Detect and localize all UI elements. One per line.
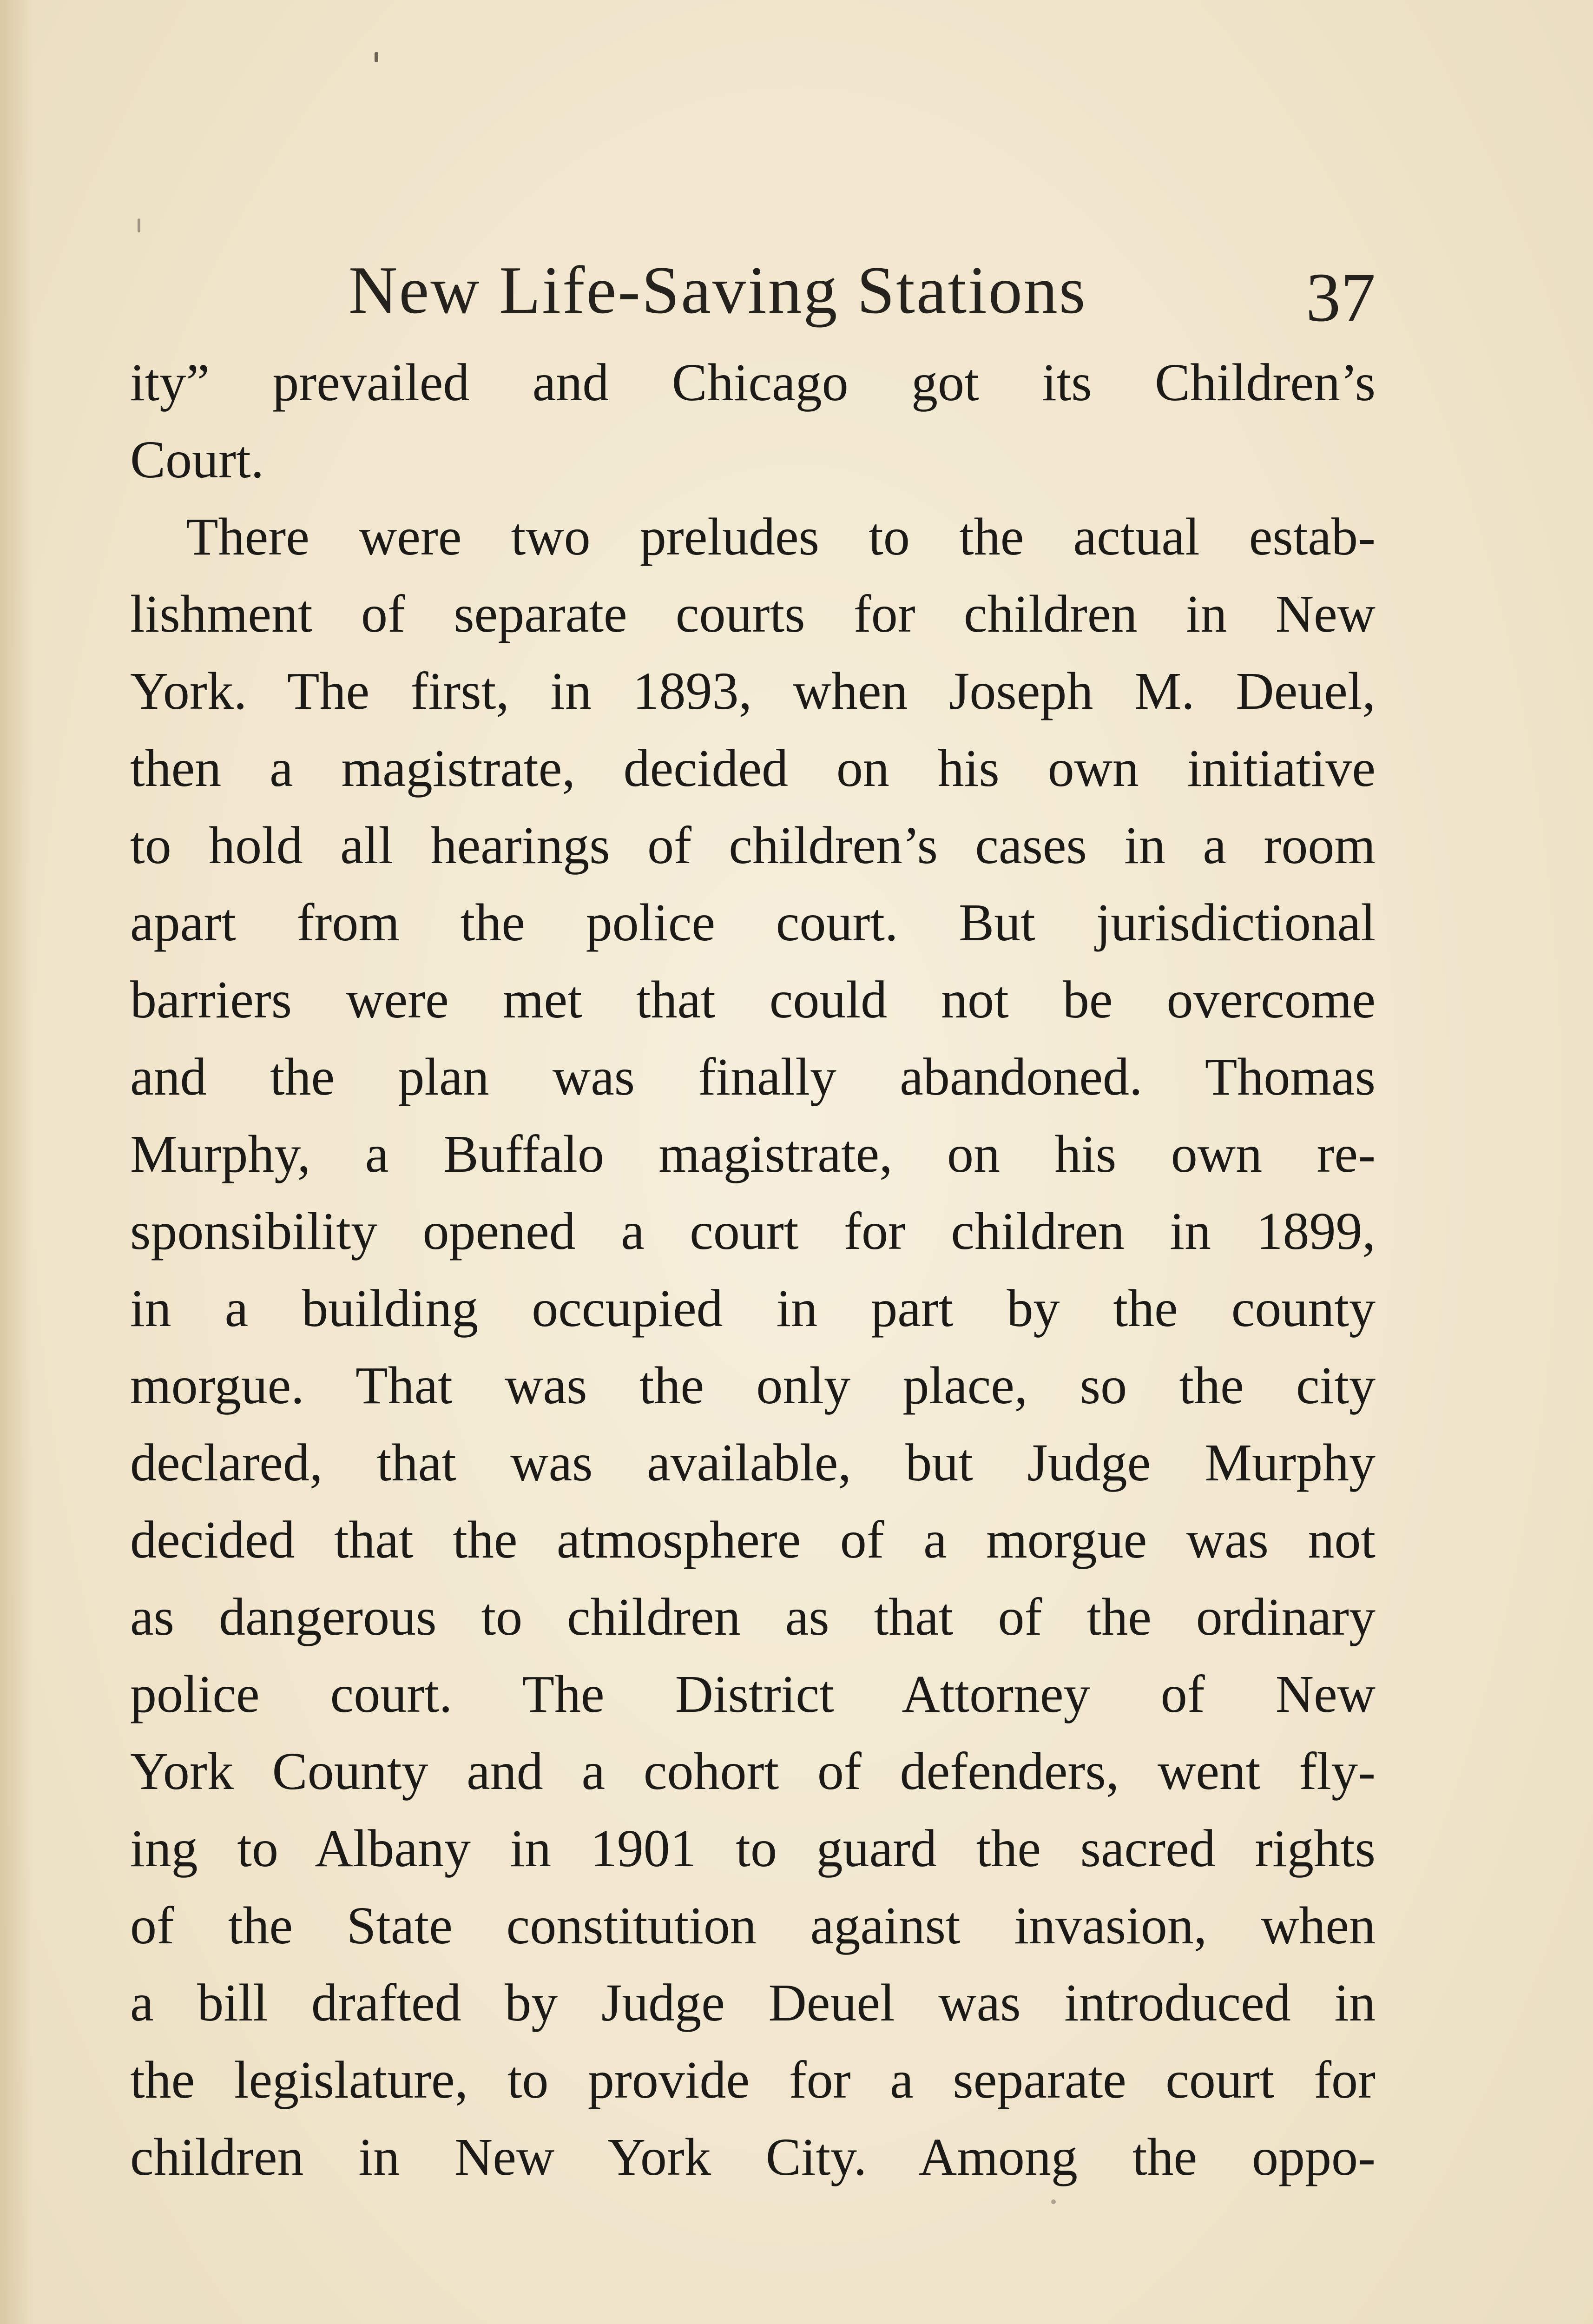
text-line: barriers were met that could not be overcome bbox=[130, 970, 1376, 1029]
page-number: 37 bbox=[1306, 259, 1376, 336]
paper-speck bbox=[138, 218, 140, 232]
text-line: sponsibility opened a court for children in 1899, bbox=[130, 1202, 1376, 1261]
paper-speck bbox=[1051, 2199, 1056, 2204]
text-line: then a magistrate, decided on his own initiative bbox=[130, 739, 1376, 798]
text-line: Court. bbox=[130, 430, 264, 489]
text-line: children in New York City. Among the oppo- bbox=[130, 2127, 1376, 2186]
text-line: York. The first, in 1893, when Joseph M. Deuel, bbox=[130, 661, 1376, 720]
body-text bbox=[130, 344, 1376, 2196]
text-line: There were two preludes to the actual estab- bbox=[186, 507, 1376, 566]
text-line: the legislature, to provide for a separate court for bbox=[130, 2050, 1376, 2109]
text-line: police court. The District Attorney of New bbox=[130, 1664, 1376, 1723]
text-line: morgue. That was the only place, so the city bbox=[130, 1356, 1376, 1415]
text-line: ing to Albany in 1901 to guard the sacred rights bbox=[130, 1819, 1376, 1878]
text-line: apart from the police court. But jurisdictional bbox=[130, 893, 1376, 952]
text-line: York County and a cohort of defenders, went fly- bbox=[130, 1742, 1376, 1801]
text-line: in a building occupied in part by the county bbox=[130, 1279, 1376, 1338]
text-line: lishment of separate courts for children in New bbox=[130, 584, 1376, 643]
text-line: decided that the atmosphere of a morgue was not bbox=[130, 1510, 1376, 1569]
text-line: a bill drafted by Judge Deuel was introduced in bbox=[130, 1973, 1376, 2032]
text-line: declared, that was available, but Judge Murphy bbox=[130, 1433, 1376, 1492]
paper-speck bbox=[375, 52, 378, 62]
text-line: to hold all hearings of children’s cases in a room bbox=[130, 816, 1376, 875]
running-head bbox=[130, 242, 1376, 335]
page-gutter-shadow bbox=[0, 0, 33, 2324]
text-line: Murphy, a Buffalo magistrate, on his own re- bbox=[130, 1124, 1376, 1183]
text-line: and the plan was finally abandoned. Thomas bbox=[130, 1047, 1376, 1106]
text-line: of the State constitution against invasion, when bbox=[130, 1896, 1376, 1955]
text-line: ity” prevailed and Chicago got its Children’s bbox=[130, 353, 1376, 412]
running-title: New Life-Saving Stations bbox=[349, 252, 1087, 328]
text-line: as dangerous to children as that of the ordinary bbox=[130, 1587, 1376, 1646]
